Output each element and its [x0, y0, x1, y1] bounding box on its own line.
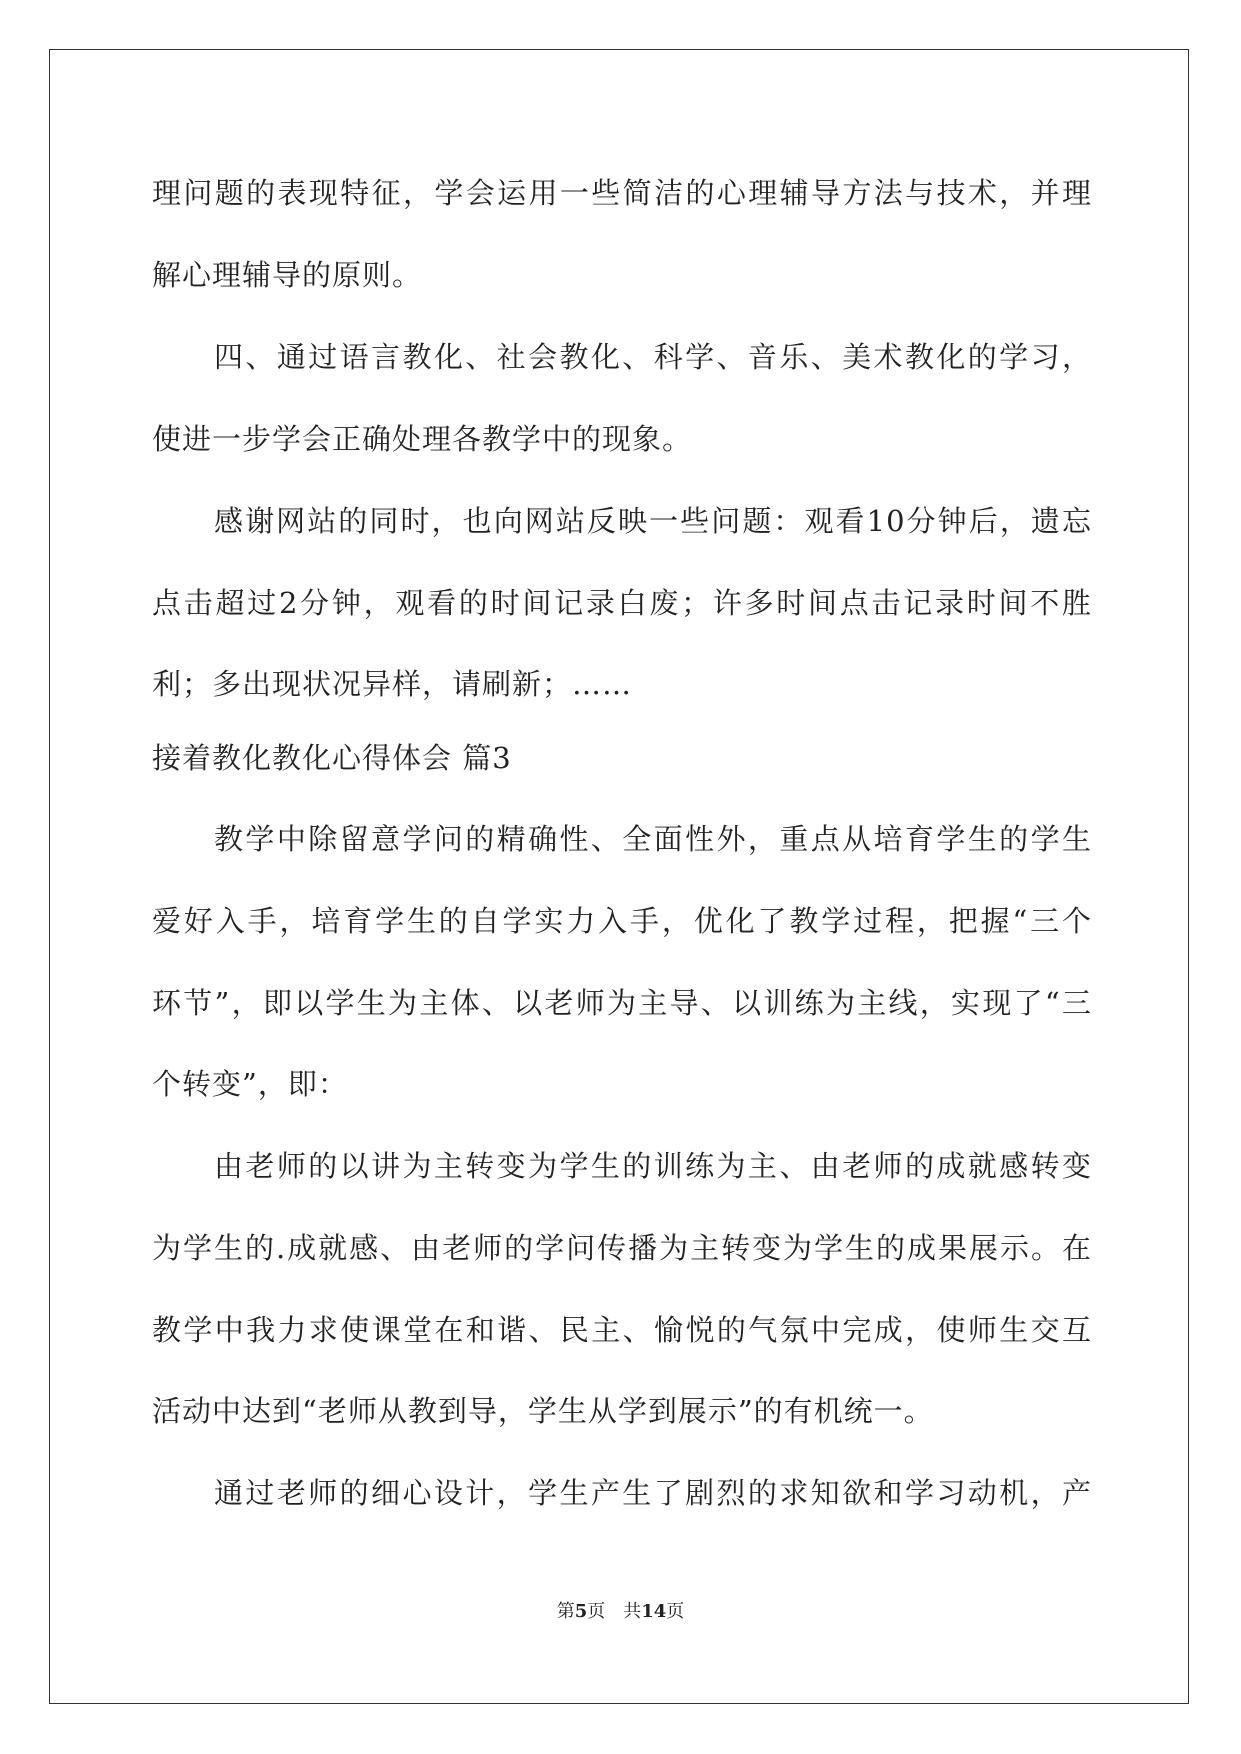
footer-suffix: 页: [666, 1601, 685, 1622]
body-line: 个转变”，即：: [152, 1067, 348, 1101]
body-line: 解心理辅导的原则。: [152, 258, 423, 292]
footer-page-number: 5: [574, 1601, 588, 1622]
body-line: 爱好入手，培育学生的自学实力入手，优化了教学过程，把握“三个: [152, 904, 1092, 938]
body-line: 理问题的表现特征，学会运用一些简洁的心理辅导方法与技术，并理: [152, 176, 1092, 210]
body-line: 四、通过语言教化、社会教化、科学、音乐、美术教化的学习，: [214, 340, 1092, 374]
section-heading: 接着教化教化心得体会 篇3: [152, 741, 512, 775]
body-line: 教学中除留意学问的精确性、全面性外，重点从培育学生的学生: [214, 822, 1092, 856]
body-line: 活动中达到“老师从教到导，学生从学到展示”的有机统一。: [152, 1394, 934, 1428]
body-line: 环节”，即以学生为主体、以老师为主导、以训练为主线，实现了“三: [152, 986, 1092, 1020]
body-line: 由老师的以讲为主转变为学生的训练为主、由老师的成就感转变: [214, 1149, 1092, 1183]
footer-prefix: 第: [556, 1601, 575, 1622]
footer-total-pages: 14: [641, 1601, 667, 1622]
body-line: 教学中我力求使课堂在和谐、民主、愉悦的气氛中完成，使师生交互: [152, 1313, 1092, 1347]
body-line: 点击超过2分钟，观看的时间记录白废；许多时间点击记录时间不胜: [152, 586, 1092, 620]
page-border: [49, 49, 1189, 1704]
body-line: 使进一步学会正确处理各教学中的现象。: [152, 422, 693, 456]
page-footer: [0, 1600, 1241, 1624]
body-line: 感谢网站的同时，也向网站反映一些问题：观看10分钟后，遗忘: [214, 504, 1092, 538]
body-line: 利；多出现状况异样，请刷新；……: [152, 667, 633, 701]
footer-mid: 页 共: [587, 1601, 642, 1622]
body-line: 通过老师的细心设计，学生产生了剧烈的求知欲和学习动机，产: [214, 1476, 1092, 1510]
body-line: 为学生的.成就感、由老师的学问传播为主转变为学生的成果展示。在: [152, 1231, 1092, 1265]
